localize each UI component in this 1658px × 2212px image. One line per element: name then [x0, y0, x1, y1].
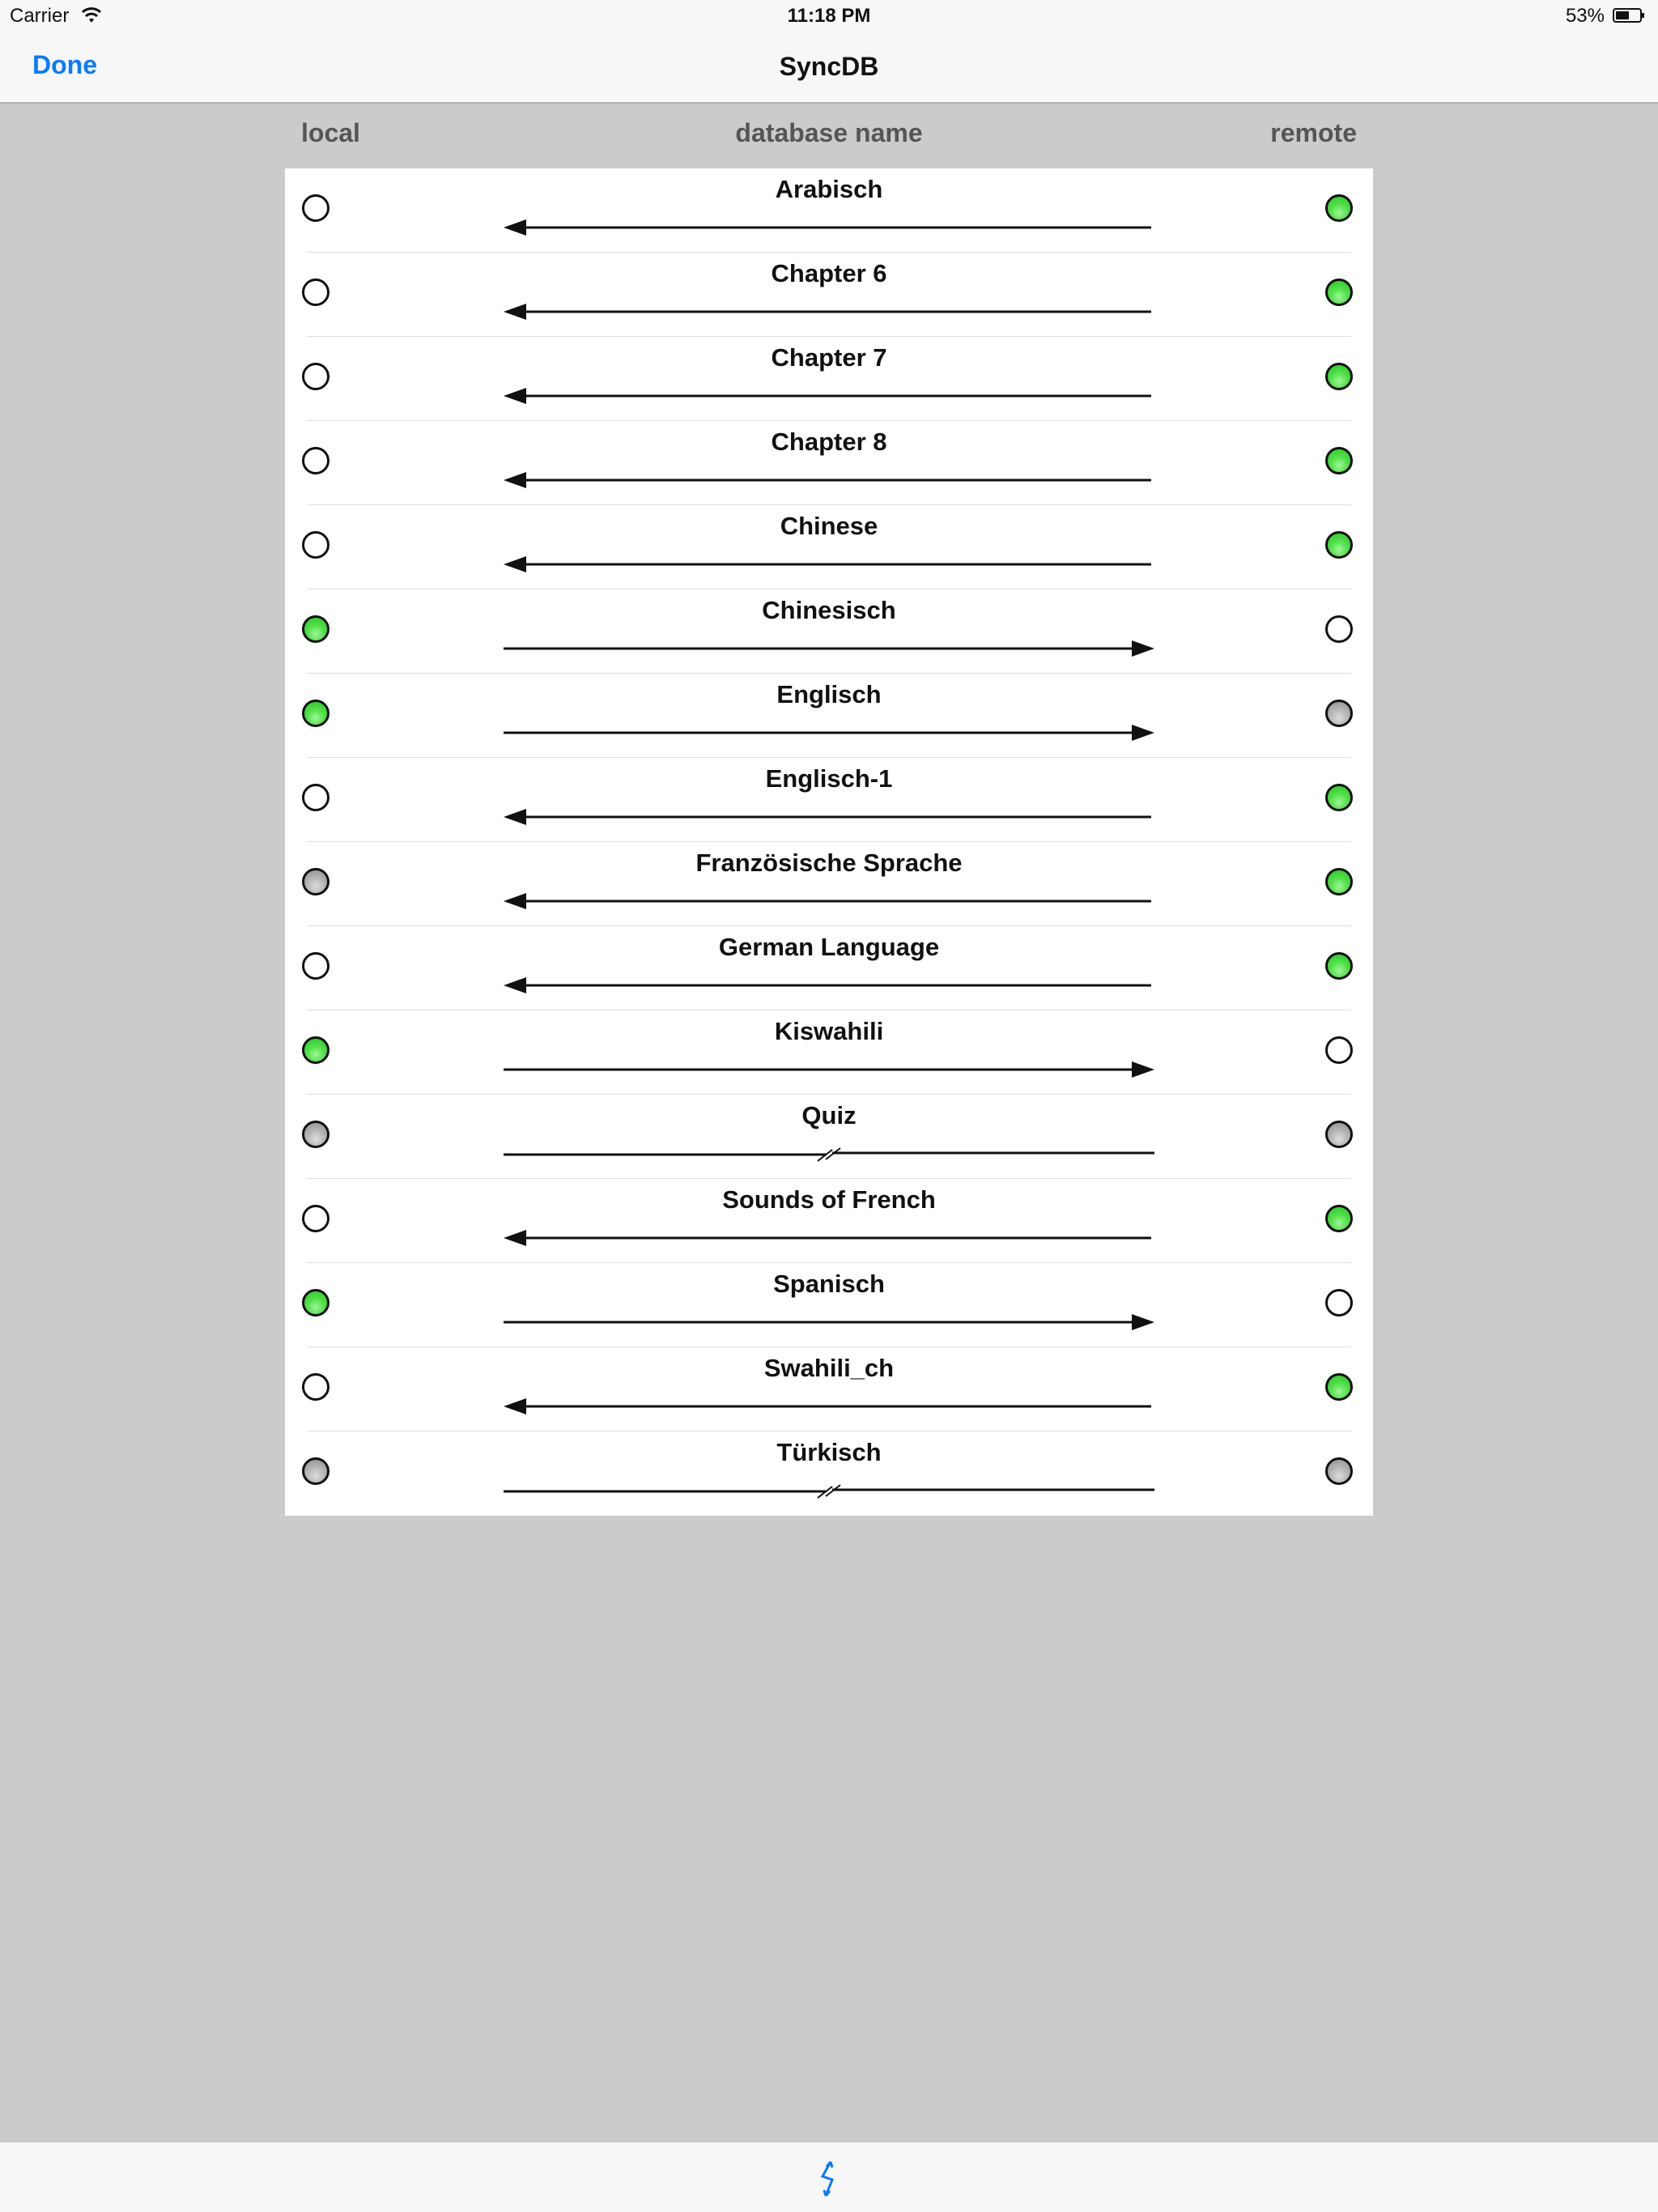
remote-status-indicator[interactable]	[1325, 1289, 1353, 1317]
local-status-indicator[interactable]	[302, 1036, 329, 1064]
local-status-indicator[interactable]	[302, 700, 329, 727]
arrow-left-icon	[504, 1394, 1154, 1419]
arrow-left-icon	[504, 384, 1154, 408]
arrow-left-icon	[504, 1226, 1154, 1250]
local-status-indicator[interactable]	[302, 447, 329, 474]
remote-status-indicator[interactable]	[1325, 784, 1353, 811]
arrow-left-icon	[504, 215, 1154, 240]
remote-status-indicator[interactable]	[1325, 363, 1353, 390]
database-name-label: Chapter 6	[771, 259, 887, 287]
table-row[interactable]	[285, 168, 1373, 253]
table-row[interactable]	[285, 1347, 1373, 1431]
local-status-indicator[interactable]	[302, 279, 329, 306]
navigation-bar	[0, 32, 1658, 104]
remote-status-indicator[interactable]	[1325, 1036, 1353, 1064]
table-row[interactable]	[285, 1095, 1373, 1179]
table-row[interactable]	[285, 674, 1373, 758]
database-name-label: Quiz	[801, 1101, 857, 1129]
local-status-indicator[interactable]	[302, 1457, 329, 1485]
sync-icon[interactable]	[813, 2159, 845, 2199]
database-name-label: Chinese	[780, 512, 878, 540]
database-name-label: Englisch-1	[765, 764, 893, 793]
table-row[interactable]	[285, 589, 1373, 674]
database-name-label: Sounds of French	[722, 1185, 936, 1214]
table-row[interactable]	[285, 842, 1373, 926]
remote-status-indicator[interactable]	[1325, 1205, 1353, 1232]
database-name-label: Swahili_ch	[763, 1354, 895, 1382]
database-name-label: Chapter 7	[771, 343, 887, 372]
local-status-indicator[interactable]	[302, 615, 329, 643]
carrier-label: Carrier	[10, 5, 70, 27]
battery-icon	[1613, 8, 1645, 23]
battery-percent: 53%	[1565, 5, 1605, 27]
arrow-right-icon	[504, 721, 1154, 745]
arrow-left-icon	[504, 300, 1154, 324]
database-name-label: Französische Sprache	[695, 849, 963, 877]
column-header-database-name: database name	[735, 118, 923, 147]
column-header-remote: remote	[1270, 118, 1357, 147]
table-row[interactable]	[285, 505, 1373, 589]
remote-status-indicator[interactable]	[1325, 447, 1353, 474]
local-status-indicator[interactable]	[302, 194, 329, 222]
table-row[interactable]	[285, 1010, 1373, 1095]
bottom-toolbar	[0, 2141, 1658, 2212]
arrow-left-icon	[504, 889, 1154, 913]
remote-status-indicator[interactable]	[1325, 700, 1353, 727]
arrow-left-icon	[504, 805, 1154, 829]
local-status-indicator[interactable]	[302, 952, 329, 980]
done-button[interactable]: Done	[32, 50, 97, 79]
local-status-indicator[interactable]	[302, 868, 329, 895]
arrow-left-icon	[504, 552, 1154, 576]
remote-status-indicator[interactable]	[1325, 1121, 1353, 1148]
database-name-label: Türkisch	[776, 1438, 882, 1466]
database-sync-table	[285, 168, 1373, 1516]
remote-status-indicator[interactable]	[1325, 531, 1353, 559]
remote-status-indicator[interactable]	[1325, 615, 1353, 643]
database-name-label: Kiswahili	[774, 1017, 884, 1045]
table-row[interactable]	[285, 337, 1373, 421]
arrow-right-icon	[504, 1310, 1154, 1334]
local-status-indicator[interactable]	[302, 1289, 329, 1317]
local-status-indicator[interactable]	[302, 1373, 329, 1401]
local-status-indicator[interactable]	[302, 1205, 329, 1232]
arrow-right-icon	[504, 1057, 1154, 1082]
remote-status-indicator[interactable]	[1325, 194, 1353, 222]
database-name-label: Chinesisch	[762, 596, 896, 624]
remote-status-indicator[interactable]	[1325, 1373, 1353, 1401]
table-row[interactable]	[285, 758, 1373, 842]
local-status-indicator[interactable]	[302, 1121, 329, 1148]
table-row[interactable]	[285, 1179, 1373, 1263]
remote-status-indicator[interactable]	[1325, 868, 1353, 895]
database-name-label: Arabisch	[775, 175, 883, 203]
database-name-label: Spanisch	[773, 1270, 885, 1298]
local-status-indicator[interactable]	[302, 531, 329, 559]
remote-status-indicator[interactable]	[1325, 952, 1353, 980]
database-name-label: Chapter 8	[771, 428, 887, 456]
arrow-left-icon	[504, 468, 1154, 492]
database-name-label: Englisch	[776, 680, 882, 708]
table-row[interactable]	[285, 926, 1373, 1010]
clock: 11:18 PM	[787, 5, 871, 27]
local-status-indicator[interactable]	[302, 784, 329, 811]
broken-link-icon	[504, 1142, 1154, 1166]
broken-link-icon	[504, 1478, 1154, 1503]
remote-status-indicator[interactable]	[1325, 1457, 1353, 1485]
remote-status-indicator[interactable]	[1325, 279, 1353, 306]
database-name-label: German Language	[718, 933, 940, 961]
table-row[interactable]	[285, 253, 1373, 337]
table-row[interactable]	[285, 1431, 1373, 1516]
local-status-indicator[interactable]	[302, 363, 329, 390]
arrow-right-icon	[504, 636, 1154, 661]
page-title: SyncDB	[779, 52, 879, 81]
column-header-local: local	[301, 118, 360, 147]
arrow-left-icon	[504, 973, 1154, 998]
table-row[interactable]	[285, 421, 1373, 505]
status-bar	[0, 0, 1658, 32]
table-row[interactable]	[285, 1263, 1373, 1347]
